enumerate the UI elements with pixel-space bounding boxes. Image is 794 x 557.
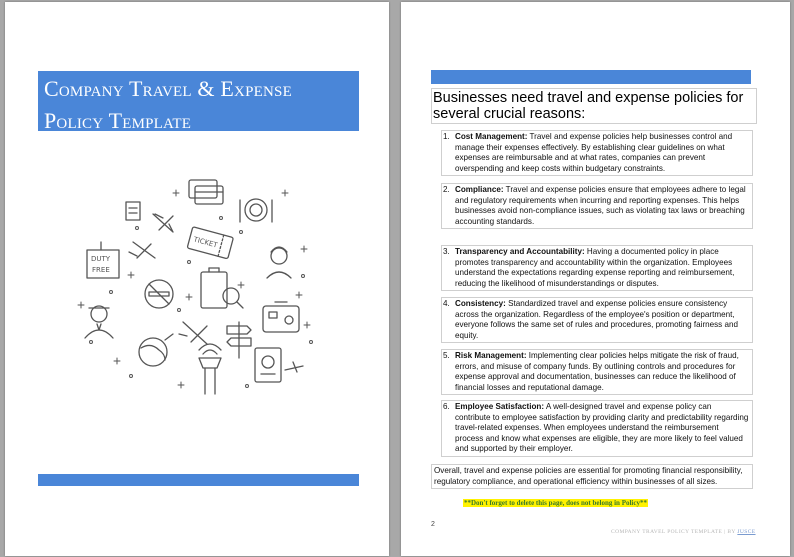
page-number: 2 (431, 521, 435, 528)
list-item-text: Having a documented policy in place promotes transparency and accountability within the organization. Employees understand the expectations regarding expense reporting and reimbursement, reducing the likelihood of misunderstandings or disputes. (455, 247, 735, 288)
page-2 (401, 2, 790, 556)
luggage-scan-icon (201, 268, 243, 308)
list-item-consistency: 4. Consistency: Standardized travel and expense policies ensure consistency across the organization. Regardless of the employee's position or department, everyone follows the same set of rules and procedures, promoting fairness and equity. (441, 297, 753, 343)
dining-icon (240, 199, 272, 222)
title-line-1: Company Travel & Expense (44, 76, 292, 101)
airplane-icon (153, 214, 173, 232)
list-item-risk-management: 5. Risk Management: Implementing clear policies helps mitigate the risk of fraud, errors, and misuse of company funds. By outlining controls and procedures for expense approval and documentation, businesses can reduce the likelihood of financial losses and reputational damage. (441, 349, 753, 395)
credit-card-icon (189, 180, 223, 204)
title-banner (38, 71, 359, 131)
list-item-term: Compliance: (455, 185, 504, 194)
control-tower-icon (199, 344, 221, 394)
list-item-term: Employee Satisfaction: (455, 402, 545, 411)
duty-free-sign-icon (87, 242, 119, 278)
list-item-text: A well-designed travel and expense policy can contribute to employee satisfaction by providing clarity and predictability regarding travel-related expenses. When employees understand the reimbursement process and know what expenses are eligible, they are more likely to feel valued and supported by their employer. (455, 402, 749, 454)
airplane-small-icon (285, 362, 303, 372)
flight-attendant-icon (267, 247, 291, 278)
list-item-compliance: 2. Compliance: Travel and expense policies ensure that employees adhere to legal and regulatory requirements when incurring and reporting expenses. This helps businesses avoid non-compliance issues, such as violating tax laws or breaching accounting standards. (441, 183, 753, 229)
airplane-bottom-icon (179, 322, 207, 344)
list-item-term: Cost Management: (455, 132, 528, 141)
highlighted-note: **Don't forget to delete this page, does not belong in Policy** (464, 499, 647, 507)
suitcase-icon (263, 302, 299, 332)
page-1 (5, 2, 389, 556)
svg-text:FREE: FREE (92, 266, 110, 274)
svg-text:TICKET: TICKET (192, 235, 219, 250)
clipboard-icon (126, 202, 140, 220)
page-footer: COMPANY TRAVEL POLICY TEMPLATE | BY JUSCE (611, 529, 756, 535)
footer-link[interactable]: JUSCE (737, 529, 756, 535)
bottom-accent-bar (38, 474, 359, 486)
overall-paragraph: Overall, travel and expense policies are essential for promoting financial responsibility, regulatory compliance, and operational efficiency within businesses of all sizes. (431, 464, 753, 489)
list-item-transparency: 3. Transparency and Accountability: Having a documented policy in place promotes transparency and accountability within the organization. Employees understand the expectations regarding expense reporting and reimbursement, reducing the likelihood of misunderstandings or disputes. (441, 245, 753, 291)
list-item-text: Standardized travel and expense policies ensure consistency across the organization. Regardless of the employee's position or department, everyone follows the same set of rules and procedures, promoting fairness and equity. (455, 299, 738, 340)
airplane-left-icon (129, 242, 155, 258)
list-item-term: Transparency and Accountability: (455, 247, 585, 256)
globe-icon (139, 334, 173, 366)
svg-text:DUTY: DUTY (91, 255, 111, 263)
no-smoking-icon (145, 280, 173, 308)
section-heading: Businesses need travel and expense policies for several crucial reasons: (431, 88, 757, 124)
passport-icon (255, 348, 281, 382)
list-item-text: Travel and expense policies help businesses control and manage their expenses effectively. By establishing clear guidelines on what expenses are reimbursable and at what rates, companies can prevent overspending and keep costs within budgetary constraints. (455, 132, 733, 173)
title-line-2: Policy Template (44, 108, 192, 133)
pilot-icon (85, 306, 113, 338)
decorative-sparkles (78, 190, 313, 388)
list-item-employee-satisfaction: 6. Employee Satisfaction: A well-designed travel and expense policy can contribute to employee satisfaction by providing clarity and predictability regarding travel-related expenses. When employees understand the reimbursement process and know what expenses are eligible, they are more likely to feel valued and supported by their employer. (441, 400, 753, 457)
signpost-icon (227, 322, 251, 358)
list-item-term: Risk Management: (455, 351, 527, 360)
travel-icons-illustration (71, 172, 321, 402)
list-item-cost-management: 1. Cost Management: Travel and expense policies help businesses control and manage their expenses effectively. By establishing clear guidelines on what expenses are reimbursable and at what rates, companies can prevent overspending and keep costs within budgetary constraints. (441, 130, 753, 176)
list-item-text: Implementing clear policies helps mitigate the risk of fraud, errors, and misuse of company funds. By outlining controls and procedures for expense approval and documentation, businesses can reduce the likelihood of financial losses and reputational damage. (455, 351, 739, 392)
top-accent-bar (431, 70, 751, 84)
list-item-text: Travel and expense policies ensure that employees adhere to legal and regulatory requirements when incurring and reporting expenses. This helps businesses avoid non-compliance issues, such as violating tax laws or breaching accounting standards. (455, 185, 746, 226)
ticket-icon (187, 227, 233, 259)
list-item-term: Consistency: (455, 299, 506, 308)
